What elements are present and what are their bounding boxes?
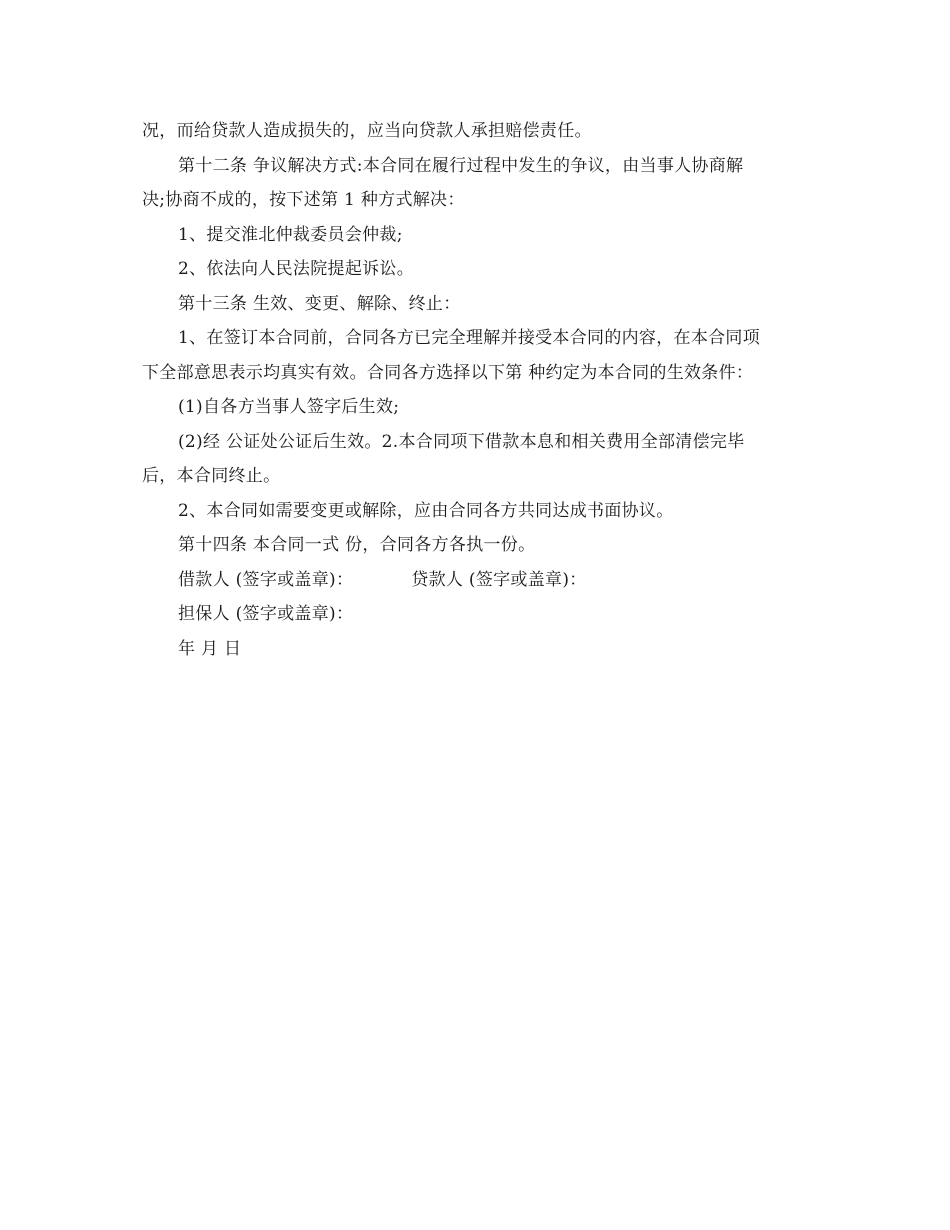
article-14-line: 第十四条 本合同一式 份，合同各方各执一份。 bbox=[178, 535, 536, 555]
date-line: 年 月 日 bbox=[178, 638, 242, 659]
list-item-litigation: 2、依法向人民法院提起诉讼。 bbox=[178, 259, 415, 279]
borrower-signature-label: 借款人 (签字或盖章)： bbox=[178, 569, 354, 590]
paragraph-line: 下全部意思表示均真实有效。合同各方选择以下第 种约定为本合同的生效条件： bbox=[142, 362, 754, 383]
article-13-heading: 第十三条 生效、变更、解除、终止： bbox=[178, 293, 461, 314]
contract-body bbox=[142, 114, 810, 666]
guarantor-signature-label: 担保人 (签字或盖章)： bbox=[178, 604, 354, 624]
paragraph-line: 况，而给贷款人造成损失的，应当向贷款人承担赔偿责任。 bbox=[142, 121, 592, 141]
paragraph-line: 1、在签订本合同前，合同各方已完全理解并接受本合同的内容，在本合同项 bbox=[178, 328, 761, 348]
lender-signature-label: 贷款人 (签字或盖章)： bbox=[411, 569, 587, 590]
list-item-effective-signature: (1)自各方当事人签字后生效; bbox=[178, 397, 400, 417]
list-item-arbitration: 1、提交淮北仲裁委员会仲裁; bbox=[178, 224, 403, 245]
paragraph-line: 决;协商不成的，按下述第 1 种方式解决： bbox=[142, 190, 465, 210]
signature-row bbox=[142, 563, 810, 598]
article-12-heading-line: 第十二条 争议解决方式:本合同在履行过程中发生的争议，由当事人协商解 bbox=[178, 155, 744, 176]
paragraph-line: 后，本合同终止。 bbox=[142, 466, 281, 486]
paragraph-line: 2、本合同如需要变更或解除，应由合同各方共同达成书面协议。 bbox=[178, 500, 674, 521]
list-item-effective-notary: (2)经 公证处公证后生效。2.本合同项下借款本息和相关费用全部清偿完毕 bbox=[178, 431, 745, 452]
